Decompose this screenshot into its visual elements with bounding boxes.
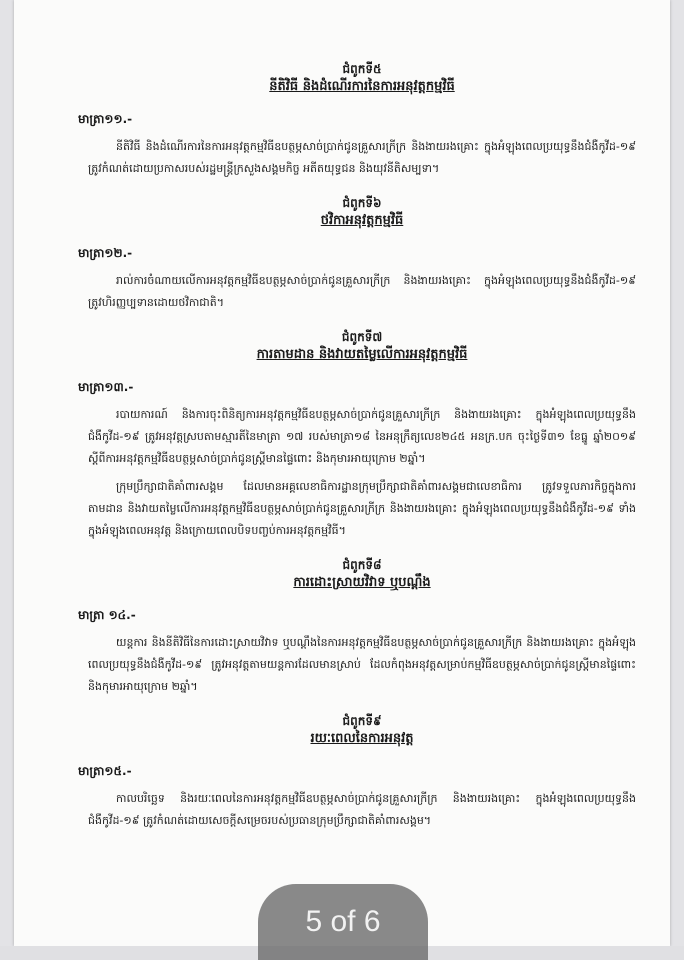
article xyxy=(78,606,636,698)
article-label: មាត្រា១៥.- xyxy=(78,764,132,778)
chapter-title: រយៈពេលនៃការអនុវត្ត xyxy=(310,731,414,746)
chapter-section xyxy=(78,194,636,314)
chapter-number: ជំពូកទី៩ xyxy=(342,714,382,728)
article-paragraph: រាល់ការចំណាយលើការអនុវត្តកម្មវិធីឧបត្ថម្ភសាច់ប្រាក់ជូនគ្រួសារក្រីក្រ និងងាយរងគ្រោះ ក្នុងអំឡុងពេលប្រយុទ្ធនឹងជំងឺកូវីដ-១៩ ត្រូវហិរញ្ញប្បទានដោយថវិកាជាតិ។ xyxy=(88,274,636,309)
chapter-title: នីតិវិធី និងដំណើរការនៃការអនុវត្តកម្មវិធី xyxy=(269,79,455,94)
article-paragraph: របាយការណ៍ និងការចុះពិនិត្យការអនុវត្តកម្មវិធីឧបត្ថម្ភសាច់ប្រាក់ជូនគ្រួសារក្រីក្រ និងងាយរងគ្រោះ ក្នុងអំឡុងពេលប្រយុទ្ធនឹងជំងឺកូវីដ-១៩ ត្រូវអនុវត្តស្របតាមស្មារតីនៃមាត្រា ១៧ របស់មាត្រា១៨ នៃអនុក្រឹត្យលេខ២៤៥ អនក្រ.បក ចុះថ្ងៃទី៣១ ខែធ្នូ ឆ្នាំ២០១៩ ស្ដីពីការអនុវត្តកម្មវិធីឧបត្ថម្ភសាច់ប្រាក់ជូនស្ត្រីមានផ្ទៃពោះ និងកុមារអាយុក្រោម ២ឆ្នាំ។ xyxy=(88,408,636,465)
article-paragraph: កាលបរិច្ឆេទ និងរយៈពេលនៃការអនុវត្តកម្មវិធីឧបត្ថម្ភសាច់ប្រាក់ជូនគ្រួសារក្រីក្រ និងងាយរងគ្រោះ ក្នុងអំឡុងពេលប្រយុទ្ធនឹងជំងឺកូវីដ-១៩ ត្រូវកំណត់ដោយសេចក្ដីសម្រេចរបស់ប្រធានក្រុមប្រឹក្សាជាតិគាំពារសង្គម។ xyxy=(88,792,636,827)
article-label: មាត្រា ១៤.- xyxy=(78,608,136,622)
page-indicator: 5 of 6 xyxy=(258,884,428,960)
article-paragraph: នីតិវិធី និងដំណើរការនៃការអនុវត្តកម្មវិធីឧបត្ថម្ភសាច់ប្រាក់ជូនគ្រួសារក្រីក្រ និងងាយរងគ្រោះ ក្នុងអំឡុងពេលប្រយុទ្ធនឹងជំងឺកូវីដ-១៩ ត្រូវកំណត់ដោយប្រកាសរបស់រដ្ឋមន្ត្រីក្រសួងសង្គមកិច្ច អតីតយុទ្ធជន និងយុវនីតិសម្បទា។ xyxy=(88,140,636,175)
chapter-section xyxy=(78,556,636,698)
article xyxy=(78,244,636,314)
article-paragraph: ក្រុមប្រឹក្សាជាតិគាំពារសង្គម ដែលមានអគ្គលេខាធិការដ្ឋានក្រុមប្រឹក្សាជាតិគាំពារសង្គមជាលេខាធិការ ត្រូវទទួលភារកិច្ចក្នុងការតាមដាន និងវាយតម្លៃលើការអនុវត្តកម្មវិធីឧបត្ថម្ភសាច់ប្រាក់ជូនគ្រួសារក្រីក្រ និងងាយរងគ្រោះ ក្នុងអំឡុងពេលប្រយុទ្ធនឹងជំងឺកូវីដ-១៩ ទាំងក្នុងអំឡុងពេលអនុវត្ត និងក្រោយពេលបិទបញ្ចប់ការអនុវត្តកម្មវិធី។ xyxy=(88,480,636,537)
chapter-section xyxy=(78,60,636,180)
chapter-title: ការតាមដាន និងវាយតម្លៃលើការអនុវត្តកម្មវិធី xyxy=(256,347,468,362)
page-content xyxy=(78,60,636,846)
article xyxy=(78,378,636,542)
chapter-number: ជំពូកទី៥ xyxy=(342,62,382,76)
chapter-number: ជំពូកទី៨ xyxy=(342,558,382,572)
chapter-number: ជំពូកទី៧ xyxy=(341,330,383,344)
article-label: មាត្រា១២.- xyxy=(78,246,133,260)
chapter-section xyxy=(78,328,636,542)
document-page xyxy=(14,0,670,946)
chapter-title: ការដោះស្រាយវិវាទ ឬបណ្ដឹង xyxy=(293,575,431,590)
article-label: មាត្រា១៣.- xyxy=(78,380,134,394)
chapter-section xyxy=(78,712,636,832)
article xyxy=(78,110,636,180)
article-label: មាត្រា១១.- xyxy=(78,112,133,126)
article-paragraph: យន្តការ និងនីតិវិធីនៃការដោះស្រាយវិវាទ ឬបណ្ដឹងនៃការអនុវត្តកម្មវិធីឧបត្ថម្ភសាច់ប្រាក់ជូនគ្រួសារក្រីក្រ និងងាយរងគ្រោះ ក្នុងអំឡុងពេលប្រយុទ្ធនឹងជំងឺកូវីដ-១៩ ត្រូវអនុវត្តតាមយន្តការដែលមានស្រាប់ ដែលកំពុងអនុវត្តសម្រាប់កម្មវិធីឧបត្ថម្ភសាច់ប្រាក់ជូនស្ត្រីមានផ្ទៃពោះ និងកុមារអាយុក្រោម ២ឆ្នាំ។ xyxy=(88,636,636,693)
chapter-number: ជំពូកទី៦ xyxy=(342,196,382,210)
article xyxy=(78,762,636,832)
chapter-title: ថវិកាអនុវត្តកម្មវិធី xyxy=(320,213,404,228)
